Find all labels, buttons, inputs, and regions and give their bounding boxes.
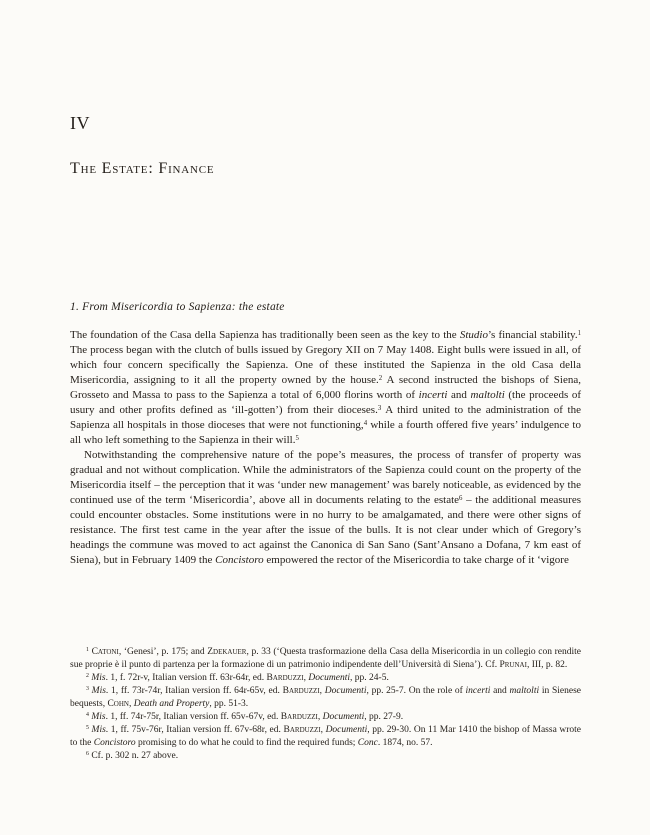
text-run: Studio: [459, 329, 488, 341]
text-run: Mis: [91, 725, 106, 735]
footnote-3: [70, 685, 581, 711]
text-run: Cohn: [107, 699, 129, 709]
chapter-number: IV: [70, 113, 90, 133]
text-run: and: [447, 389, 471, 401]
body-text: [70, 328, 581, 568]
text-run: 5: [295, 434, 299, 442]
text-run: Mis: [91, 673, 106, 683]
text-run: in Sienese bequests,: [70, 686, 581, 709]
body-paragraph-1: [70, 328, 581, 448]
text-run: Documenti: [324, 686, 367, 696]
text-run: Barduzzi: [283, 725, 321, 735]
text-run: 4: [86, 712, 89, 719]
text-run: Mis: [91, 686, 106, 696]
text-run: ,: [319, 686, 325, 696]
text-run: maltolti: [470, 389, 505, 401]
chapter-title: The Estate: Finance: [70, 160, 215, 177]
text-run: 3: [86, 686, 89, 693]
text-run: . 1, f. 72r-v, Italian version ff. 63r-64r, ed.: [105, 673, 267, 683]
text-run: and: [490, 686, 510, 696]
text-run: , p. 33 (‘Questa trasformazione della Casa della Misericordia in un collegio con rendite sue proprie è il punto di partenza per la formazione di un patrimonio indipendente dell’Università di Siena’). Cf.: [70, 647, 581, 670]
footnote-1: [70, 646, 581, 672]
text-run: Documenti: [322, 712, 365, 722]
text-run: incerti: [465, 686, 491, 696]
footnote-5: [70, 724, 581, 750]
footnote-6: [70, 750, 581, 763]
text-run: Conc: [357, 738, 378, 748]
footnote-2: [70, 672, 581, 685]
text-run: A second instructed the bishops of Siena, Grosseto and Massa to pass to the Sapienza a total of 6,000 florins worth of: [70, 374, 581, 401]
text-run: 5: [86, 725, 89, 732]
text-run: The foundation of the Casa della Sapienza has traditionally been seen as the key to the: [70, 329, 460, 341]
text-run: 6: [459, 494, 463, 502]
text-run: , pp. 29-30. On 11 Mar 1410 the bishop of Massa wrote to the: [70, 725, 582, 748]
text-run: (the proceeds of usury and other profits defined as ‘ill-gotten’) from their dioceses.: [70, 389, 582, 416]
text-run: while a fourth offered five years’ indulgence to all who left something to the Sapienza in their will.: [70, 419, 581, 446]
text-run: promising to do what he could to find the required funds;: [135, 738, 358, 748]
text-run: . 1, ff. 73r-74r, Italian version ff. 64r-65v, ed.: [105, 686, 283, 696]
text-run: Concistoro: [215, 554, 264, 566]
text-run: maltolti: [509, 686, 540, 696]
text-run: 1: [86, 647, 89, 654]
text-run: ,: [317, 712, 323, 722]
text-run: Barduzzi: [280, 712, 318, 722]
text-run: incerti: [418, 389, 448, 401]
footnotes: [70, 646, 581, 763]
text-run: , III, p. 82.: [526, 660, 568, 670]
text-run: Mis: [91, 712, 106, 722]
text-run: Cf. p. 302 n. 27 above.: [88, 751, 179, 761]
text-run: Catoni: [91, 647, 119, 657]
footnote-4: [70, 711, 581, 724]
text-run: . 1874, no. 57.: [377, 738, 433, 748]
text-run: , pp. 27-9.: [364, 712, 404, 722]
text-run: Zdekauer: [207, 647, 247, 657]
text-run: , ‘Genesi’, p. 175; and: [118, 647, 208, 657]
text-run: ,: [320, 725, 326, 735]
text-run: Concistoro: [93, 738, 136, 748]
text-run: , pp. 24-5.: [350, 673, 389, 683]
text-run: Notwithstanding the comprehensive nature of the pope’s measures, the process of transfer of property was gradual and not without complication. While the administrators of the Sapienza could count on the property of the Misericordia itself – the perception that it was ‘under new management’ was barely noticeable, as evidenced by the continued use of the term ‘Misericordia’, above all in documents relating to the estate: [70, 449, 581, 506]
text-run: . 1, ff. 75v-76r, Italian version ff. 67v-68r, ed.: [105, 725, 284, 735]
text-run: Documenti: [308, 673, 351, 683]
text-run: Barduzzi: [282, 686, 320, 696]
text-run: Prunai: [499, 660, 527, 670]
text-run: Documenti: [325, 725, 368, 735]
text-run: – the additional measures could encounter obstacles. Some institutions were in no hurry to be amalgamated, and there were other signs of resistance. The first test came in the year after the issue of the bulls. It is not clear under which of Gregory’s headings the commune was moved to act against the Canonica di San Sano (Sant’Ansano a Dofana, 7 km east of Siena), but in February 1409 the: [70, 494, 581, 566]
text-run: Barduzzi: [266, 673, 304, 683]
text-run: Death and Property: [133, 699, 210, 709]
text-run: 3: [377, 404, 382, 412]
text-run: , pp. 51-3.: [209, 699, 249, 709]
text-run: 2: [378, 374, 383, 382]
text-run: 6: [86, 751, 89, 758]
text-run: A third united to the administration of the Sapienza all hospitals in those dioceses that were not functioning,: [70, 404, 581, 431]
text-run: The process began with the clutch of bulls issued by Gregory XII on 7 May 1408. Eight bulls were issued in all, of which four concern specifically the Sapienza. One of these instituted the Sapienza in the old Casa della Misericordia, assigning to it all the property owned by the house.: [70, 344, 581, 386]
section-heading: 1. From Misericordia to Sapienza: the estate: [70, 301, 285, 313]
text-run: . 1, ff. 74r-75r, Italian version ff. 65v-67v, ed.: [105, 712, 281, 722]
text-run: ,: [303, 673, 309, 683]
text-run: 1: [577, 329, 582, 337]
body-paragraph-2: [70, 448, 581, 568]
text-run: , pp. 25-7. On the role of: [366, 686, 466, 696]
text-run: 4: [363, 419, 368, 427]
text-run: 2: [86, 673, 89, 680]
text-run: ,: [128, 699, 134, 709]
text-run: empowered the rector of the Misericordia to take charge of it ‘vigore: [263, 554, 569, 566]
text-run: ’s financial stability.: [487, 329, 578, 341]
